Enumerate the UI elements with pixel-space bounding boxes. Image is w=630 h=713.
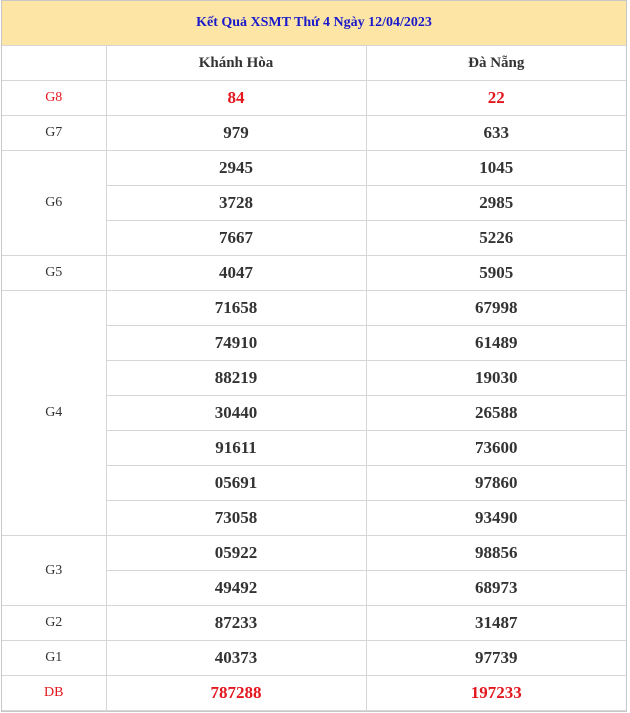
result-khanh-hoa: 4047	[106, 256, 366, 291]
header-province-2: Đà Nẵng	[366, 46, 626, 81]
result-da-nang: 73600	[366, 431, 626, 466]
result-da-nang: 197233	[366, 676, 626, 711]
prize-label: DB	[2, 676, 106, 711]
result-da-nang: 1045	[366, 151, 626, 186]
result-khanh-hoa: 30440	[106, 396, 366, 431]
result-da-nang: 19030	[366, 361, 626, 396]
header-prize-col	[2, 46, 106, 81]
prize-row	[2, 81, 626, 116]
prize-row	[2, 676, 626, 711]
result-da-nang: 633	[366, 116, 626, 151]
results-table	[2, 46, 626, 711]
prize-label: G5	[2, 256, 106, 291]
header-province-1: Khánh Hòa	[106, 46, 366, 81]
result-khanh-hoa: 7667	[106, 221, 366, 256]
result-khanh-hoa: 71658	[106, 291, 366, 326]
result-khanh-hoa: 2945	[106, 151, 366, 186]
results-title: Kết Quả XSMT Thứ 4 Ngày 12/04/2023	[2, 1, 626, 46]
result-da-nang: 97739	[366, 641, 626, 676]
result-da-nang: 26588	[366, 396, 626, 431]
result-da-nang: 67998	[366, 291, 626, 326]
result-da-nang: 31487	[366, 606, 626, 641]
prize-row	[2, 291, 626, 326]
prize-label: G8	[2, 81, 106, 116]
prize-label: G2	[2, 606, 106, 641]
result-da-nang: 98856	[366, 536, 626, 571]
result-da-nang: 93490	[366, 501, 626, 536]
prize-row	[2, 536, 626, 571]
result-khanh-hoa: 05922	[106, 536, 366, 571]
prize-label: G4	[2, 291, 106, 536]
prize-label: G7	[2, 116, 106, 151]
prize-row	[2, 116, 626, 151]
prize-label: G1	[2, 641, 106, 676]
result-da-nang: 61489	[366, 326, 626, 361]
results-container	[1, 0, 627, 712]
prize-row	[2, 256, 626, 291]
result-khanh-hoa: 87233	[106, 606, 366, 641]
result-khanh-hoa: 3728	[106, 186, 366, 221]
results-body	[2, 81, 626, 711]
result-khanh-hoa: 787288	[106, 676, 366, 711]
result-khanh-hoa: 05691	[106, 466, 366, 501]
result-da-nang: 68973	[366, 571, 626, 606]
prize-row	[2, 606, 626, 641]
result-da-nang: 5226	[366, 221, 626, 256]
result-da-nang: 5905	[366, 256, 626, 291]
result-da-nang: 97860	[366, 466, 626, 501]
result-khanh-hoa: 979	[106, 116, 366, 151]
header-row	[2, 46, 626, 81]
prize-label: G3	[2, 536, 106, 606]
result-khanh-hoa: 49492	[106, 571, 366, 606]
result-khanh-hoa: 74910	[106, 326, 366, 361]
result-khanh-hoa: 73058	[106, 501, 366, 536]
result-khanh-hoa: 91611	[106, 431, 366, 466]
prize-row	[2, 151, 626, 186]
result-da-nang: 22	[366, 81, 626, 116]
result-da-nang: 2985	[366, 186, 626, 221]
result-khanh-hoa: 88219	[106, 361, 366, 396]
prize-label: G6	[2, 151, 106, 256]
prize-row	[2, 641, 626, 676]
result-khanh-hoa: 40373	[106, 641, 366, 676]
result-khanh-hoa: 84	[106, 81, 366, 116]
